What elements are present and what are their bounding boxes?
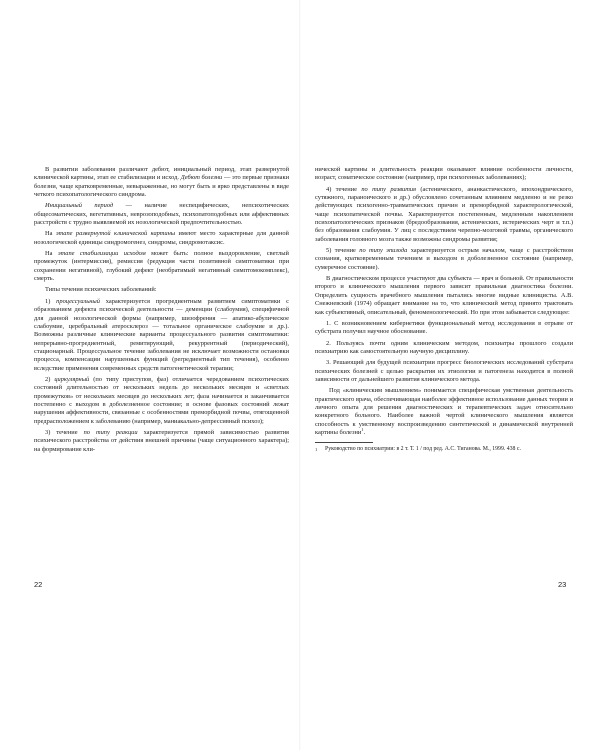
paragraph: Инициальный период — наличие неспецифических, непсихотических общесоматических, вегетативных, неврозоподобных, психопатоподобных или аффективных расстройств с трудно выявляемой их нозологической предпочтительностью. [34, 202, 289, 227]
list-item: 2) циркулярный (по типу приступов, фаз) отличается чередованием психотических состояний длительностью от нескольких недель до нескольких месяцев и «светлых промежутков» от нескольких месяцев до нескольких лет; фаза начинается и заканчивается постепенно с выходом в доболезненное состояние; в основе фазовых состояний лежат нарушения аффективности, связанные с особенностями преморбидной почвы, отягощенной предрасположением к заболеванию (например, маниакально-депрессивный психоз); [34, 375, 289, 425]
right-page [300, 0, 600, 750]
paragraph: На этапе развернутой клинической картины имеют место характерные для данной нозологической единицы синдромогенез, синдромы, синдромотаксис. [34, 230, 289, 246]
term: циркулярный [54, 375, 90, 383]
list-item: 5) течение по типу эпизода характеризуется острым началом, чаще с расстройством сознания, кратковременным течением и выходом в доболезненное состояние (например, сумеречное состояние). [315, 247, 573, 271]
term: по типу реакции [83, 428, 138, 436]
list-item: 4) течение по типу развития (астенического, ананкастического, ипохондрического, сутяжного, параноического и др.) обусловлено сочетанным влиянием медленно и не резко действующих психогенно-травматических причин и преморбидной характерологической, чаще психопатической почвы. Характеризуется постепенным, медленным накоплением психопатологических признаков (бредообразования, астенических, истерических черт и т.п.) без образования слабоумия. У лиц с последствием черепно-мозговой травмы, органического заболевания головного мозга также возможны синдромы развития; [315, 185, 574, 243]
term: Инициальный период [45, 202, 114, 210]
left-text-column [34, 166, 289, 454]
footnote-text: Руководство по психиатрии: в 2 т. Т. 1 / под ред. А.С. Тиганова. М., 1999. 438 с. [325, 446, 521, 453]
paragraph: На этапе стабилизации исходом может быть: полное выздоровление, светлый промежуток (интермиссия), ремиссия (редукция части позитивной симптоматики при сохранении негативной), глубокий дефект (необратимый негативный симптомокомплекс), смерть. [34, 250, 289, 283]
list-item: 3) течение по типу реакции характеризуется прямой зависимостью развития психического расстройства от действия внешней причины (чаще ситуационного характера); на формирование кли- [34, 428, 289, 453]
page-number: 22 [34, 580, 43, 589]
footnote [315, 446, 573, 454]
numbered-point: 3. Решающий для будущей психиатрии прогресс биологических исследований субстрата психических болезней с целью раскрытия их этиологии и патогенеза находится в полной зависимости от дальнейшего развития клинического метода. [315, 359, 573, 383]
list-item: 1) процессуальный характеризуется прогредиентным развитием симптоматики с образованием дефекта психической деятельности — деменции (слабоумия), специфичной для данной нозологической формы (например, шизофрения — апатико-абулическое слабоумие, церебральный атеросклероз — тотальное органическое слабоумие и др.). Возможны различные клинические варианты процессуального развития симптоматики: непрерывно-прогредиентный, ремитирующий, рекуррентный (периодический), стационарный. Процессуальное течение заболевания не исключает возможности остановки процесса, компенсации нарушенных функций (регредиентный тип течения), особенно вследствие применения современных средств патогенетической терапии; [34, 297, 290, 372]
footnote-divider [315, 442, 373, 443]
footnote-ref[interactable]: 1 [361, 426, 364, 432]
term: исходом [123, 250, 146, 258]
paragraph: Типы течения психических заболеваний: [45, 286, 157, 294]
paragraph: В развитии заболевания различают дебют, инициальный период, этап развернутой клинической картины, этап ее стабилизации и исход. Дебют болезни — это первые признаки болезни, чаще кратковременные, невыраженные, но могут быть и ярко представлены в виде четкого психопатологического синдрома. [34, 166, 289, 199]
paragraph: нической картины и длительность реакции оказывают влияние особенности личности, возраст, соматическое состояние (например, при психогенных заболеваниях); [315, 166, 573, 182]
term: процессуальный [56, 297, 100, 305]
term: по типу развития [361, 185, 416, 193]
footnote-mark: 1 [315, 447, 318, 453]
term: Дебют болезни [180, 174, 223, 182]
term: этапе стабилизации [57, 250, 119, 258]
numbered-point: 2. Пользуясь почти одним клиническим методом, психиатры прошлого создали психиатрию как самостоятельную научную дисциплину. [315, 339, 573, 355]
paragraph: Под «клиническим мышлением» понимается специфическая умственная деятельность практического врача, обеспечивающая наиболее эффективное использование данных теории и личного опыта для решения диагностических и терапевтических задач относительно конкретного больного. Наиболее важной чертой клинического мышления является способность к умственному воспроизведению синтетической и динамической внутренней картины болезни$^1$. [315, 387, 573, 436]
term: этапе развернутой клинической картины [55, 230, 176, 238]
right-text-column [315, 166, 573, 454]
term: по типу эпизода [359, 247, 408, 255]
numbered-point: 1. С возникновением кибернетики функциональный метод исследования в отрыве от субстрата получил научное обоснование. [315, 319, 573, 336]
page-number: 23 [558, 580, 567, 589]
paragraph: В диагностическом процессе участвуют два субъекта — врач и больной. От правильности второго и клинического мышления первого зависит правильная диагностика болезни. Определить сущность врачебного мышления пытались многие видные клиницисты. А.В. Снежневский (1974) обращает внимание на то, что клинический метод принято трактовать как субъективный, описательный, феноменологический. Но при этом забывается следующее: [315, 275, 573, 316]
